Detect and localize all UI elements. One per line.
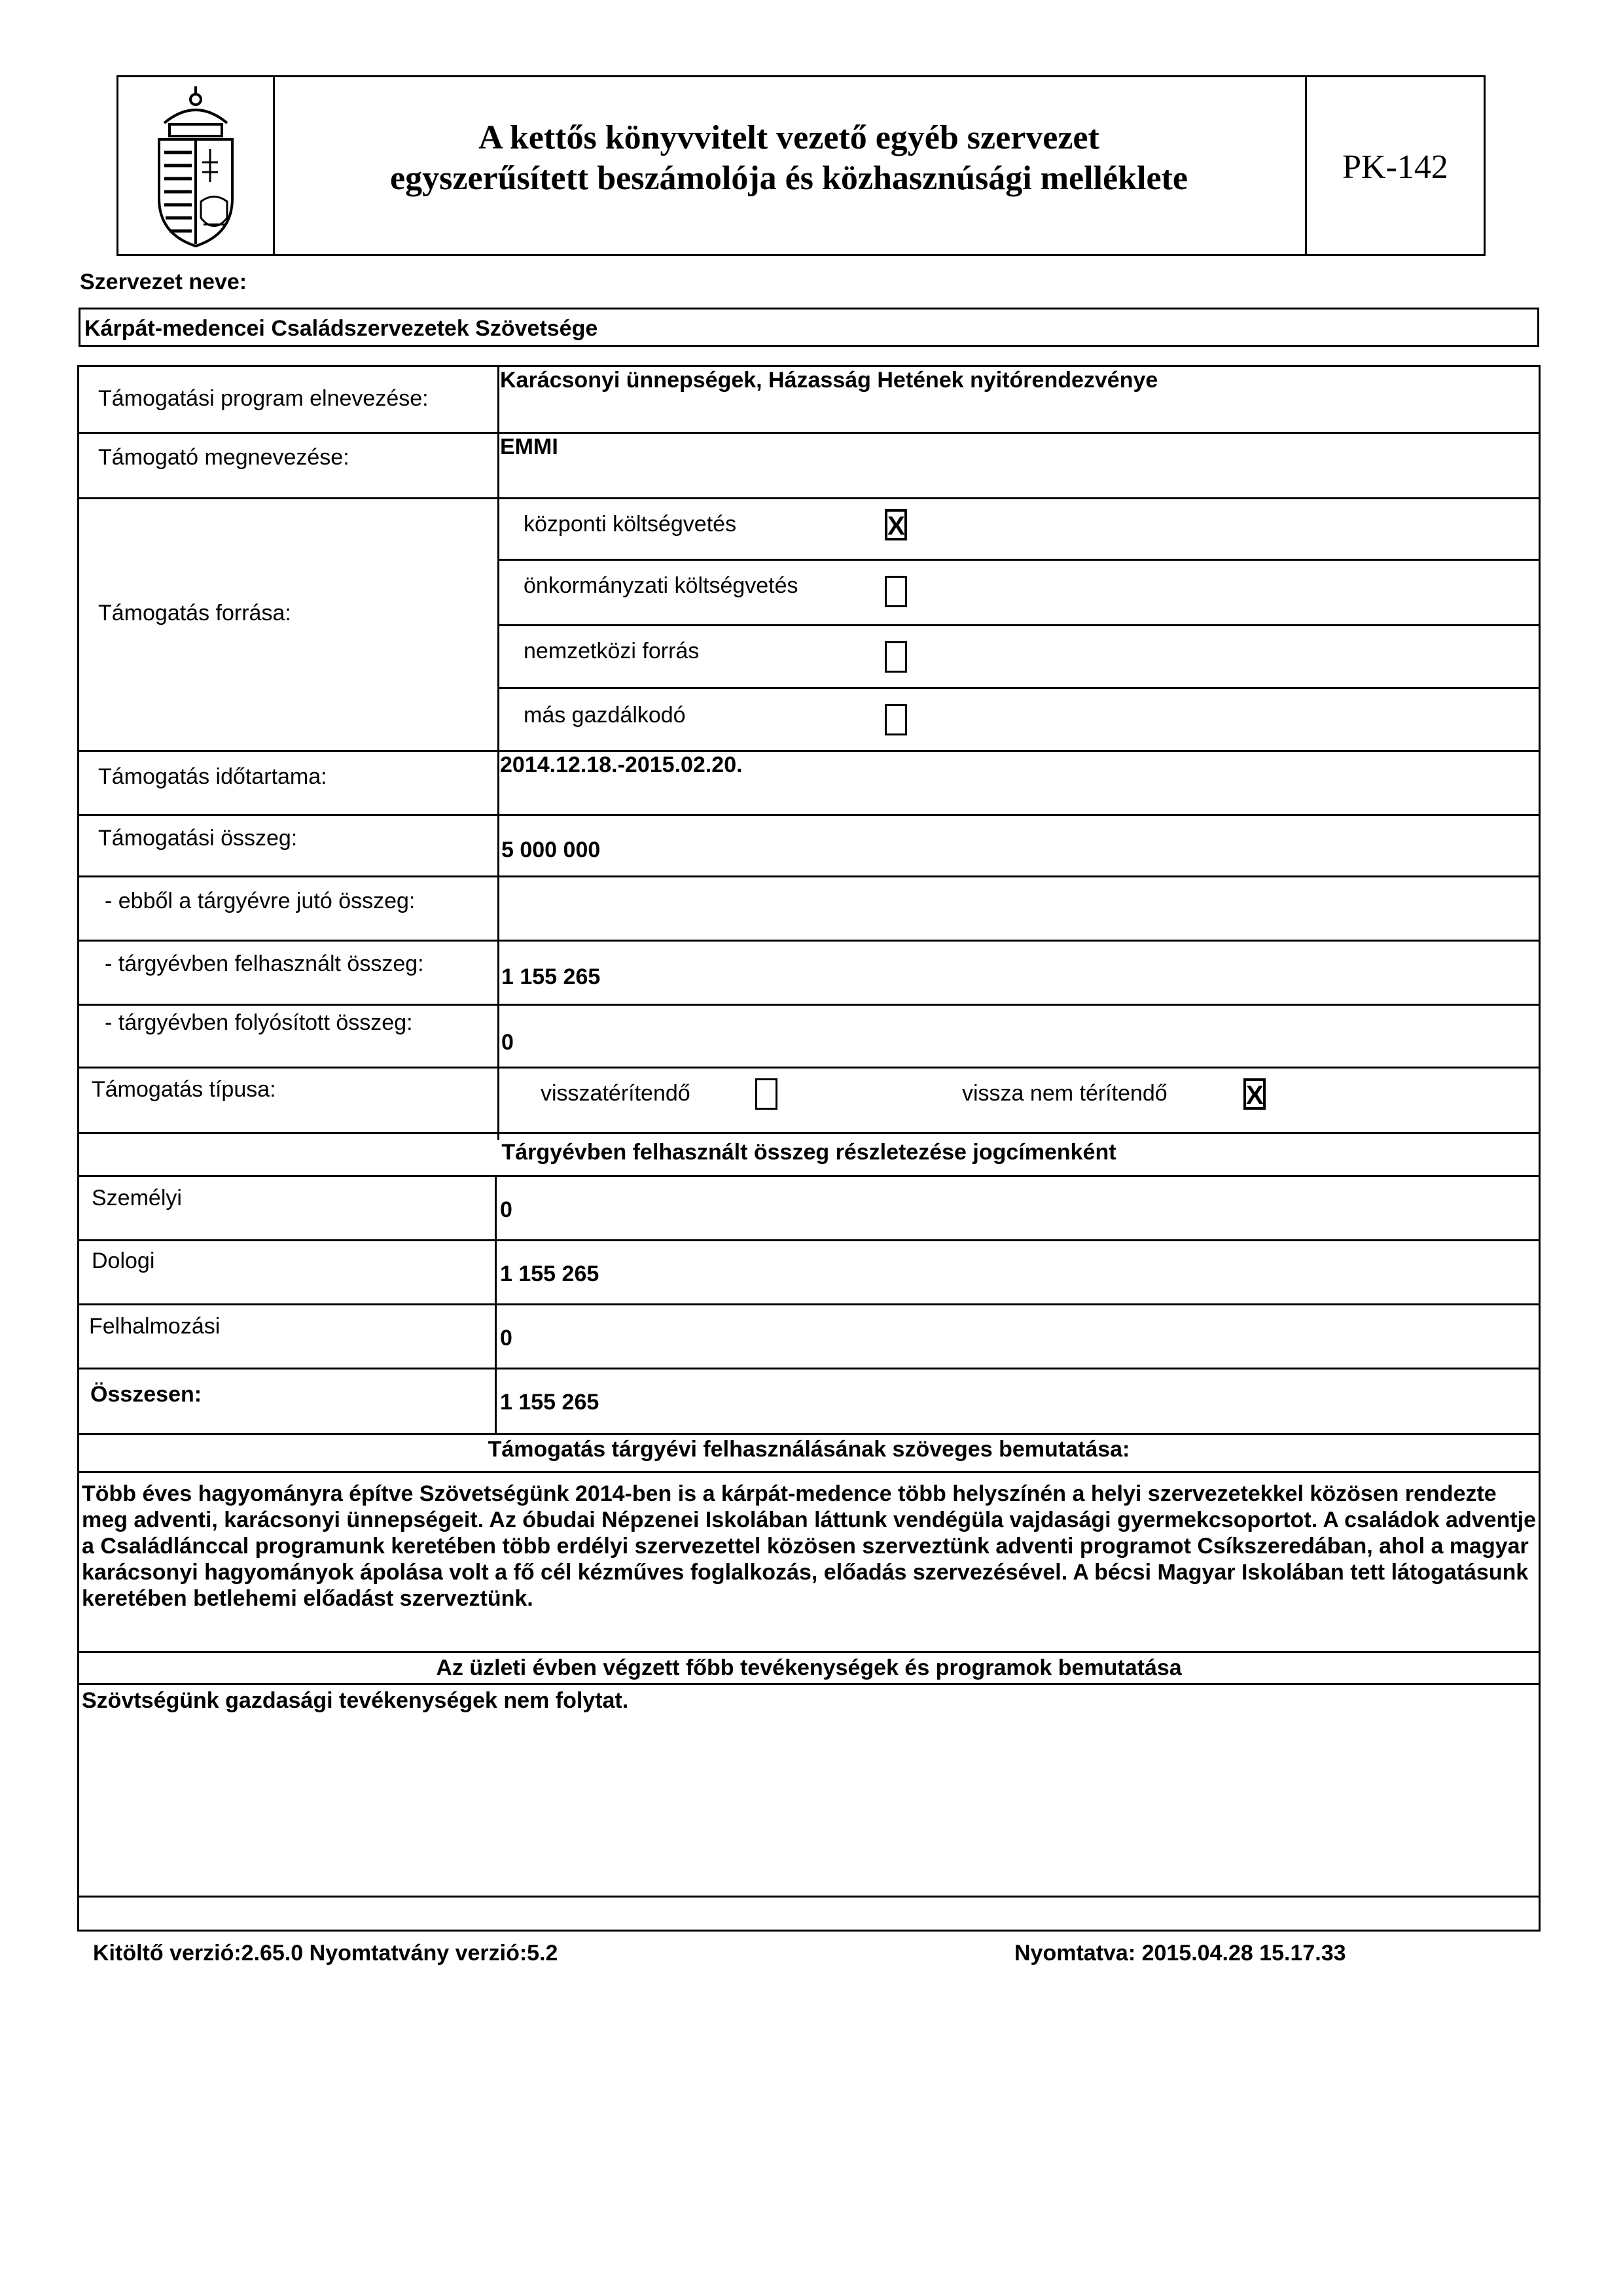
used-amount-label: - tárgyévben felhasznált összeg: bbox=[105, 951, 424, 976]
breakdown-capital-label: Felhalmozási bbox=[89, 1314, 221, 1339]
used-amount-value[interactable]: 1 155 265 bbox=[501, 964, 601, 989]
footer-version: Kitöltő verzió:2.65.0 Nyomtatvány verzió:5.2 bbox=[93, 1941, 558, 1966]
type-refundable-label: visszatérítendő bbox=[541, 1081, 690, 1106]
breakdown-heading: Tárgyévben felhasznált összeg részletezése jogcímenként bbox=[501, 1140, 1116, 1165]
breakdown-material-value[interactable]: 1 155 265 bbox=[500, 1262, 599, 1286]
amount-label: Támogatási összeg: bbox=[98, 826, 298, 851]
type-nonrefundable-label: vissza nem térítendő bbox=[962, 1081, 1168, 1106]
year-share-label: - ebből a tárgyévre jutó összeg: bbox=[105, 889, 416, 913]
source-central-checkbox[interactable] bbox=[885, 509, 907, 540]
business-text-box[interactable] bbox=[77, 1683, 1541, 1898]
source-label: Támogatás forrása: bbox=[98, 601, 291, 626]
breakdown-personal-label: Személyi bbox=[92, 1186, 182, 1210]
source-municipal-checkbox[interactable] bbox=[885, 576, 907, 607]
usage-text: Több éves hagyományra építve Szövetségünk 2014-ben is a kárpát-medence több helyszínén a helyi szervezetekkel közösen rendezte meg adventi, karácsonyi ünnepségeit. Az óbudai Népzenei Iskolában láttunk vendégüla vajdasági gyermekcsoportot. A családok adventje a Családlánccal programunk keretében több erdélyi szervezettel közösen szerveztünk adventi programot Csíkszeredában, ahol a magyar karácsonyi hagyományok ápolása volt a fő cél kézműves foglalkozás, előadás szervezésével. A bécsi Magyar Iskolában tett látogatásunk keretében betlehemi előadást szerveztünk. bbox=[82, 1481, 1536, 1611]
form-title bbox=[273, 77, 1307, 254]
column-divider bbox=[497, 365, 499, 1140]
program-value[interactable]: Karácsonyi ünnepségek, Házasság Hetének nyitórendezvénye bbox=[500, 368, 1158, 393]
supporter-label: Támogató megnevezése: bbox=[98, 445, 349, 470]
breakdown-material-label: Dologi bbox=[92, 1248, 155, 1273]
breakdown-personal-value[interactable]: 0 bbox=[500, 1197, 512, 1222]
breakdown-total-label: Összesen: bbox=[90, 1382, 202, 1407]
usage-heading: Támogatás tárgyévi felhasználásának szöveges bemutatása: bbox=[488, 1437, 1130, 1462]
supporter-value[interactable]: EMMI bbox=[500, 434, 558, 459]
source-international-checkbox[interactable] bbox=[885, 641, 907, 673]
breakdown-total-value[interactable]: 1 155 265 bbox=[500, 1390, 599, 1415]
source-other-business-label: más gazdálkodó bbox=[524, 703, 686, 728]
paid-amount-label: - tárgyévben folyósított összeg: bbox=[105, 1010, 413, 1035]
type-nonrefundable-checkbox[interactable] bbox=[1243, 1078, 1266, 1110]
footer-printed: Nyomtatva: 2015.04.28 15.17.33 bbox=[1014, 1941, 1346, 1966]
support-type-label: Támogatás típusa: bbox=[92, 1077, 276, 1102]
duration-label: Támogatás időtartama: bbox=[98, 764, 327, 789]
form-title-line2: egyszerűsített beszámolója és közhasznúsági melléklete bbox=[390, 160, 1188, 197]
program-label: Támogatási program elnevezése: bbox=[98, 386, 429, 411]
type-refundable-checkbox[interactable] bbox=[755, 1078, 777, 1110]
source-central-label: központi költségvetés bbox=[524, 512, 737, 537]
org-name-label: Szervezet neve: bbox=[80, 270, 247, 294]
form-code: PK-142 bbox=[1342, 149, 1448, 186]
business-heading: Az üzleti évben végzett főbb tevékenységek és programok bemutatása bbox=[436, 1655, 1182, 1680]
org-name-value: Kárpát-medencei Családszervezetek Szövetsége bbox=[84, 316, 598, 341]
source-municipal-label: önkormányzati költségvetés bbox=[524, 573, 798, 598]
org-name-field[interactable] bbox=[79, 308, 1539, 347]
form-title-line1: A kettős könyvvitelt vezető egyéb szervezet bbox=[478, 119, 1099, 156]
business-text: Szövtségünk gazdasági tevékenységek nem folytat. bbox=[82, 1688, 629, 1713]
duration-value[interactable]: 2014.12.18.-2015.02.20. bbox=[500, 752, 743, 777]
usage-text-box[interactable] bbox=[77, 1471, 1541, 1653]
paid-amount-value[interactable]: 0 bbox=[501, 1030, 514, 1055]
hungarian-coat-of-arms-icon bbox=[118, 77, 273, 254]
amount-value[interactable]: 5 000 000 bbox=[501, 838, 601, 862]
source-other-business-checkbox[interactable] bbox=[885, 704, 907, 735]
breakdown-capital-value[interactable]: 0 bbox=[500, 1326, 512, 1351]
form-header bbox=[116, 75, 1486, 256]
logo-cell bbox=[118, 77, 275, 254]
source-international-label: nemzetközi forrás bbox=[524, 639, 700, 663]
